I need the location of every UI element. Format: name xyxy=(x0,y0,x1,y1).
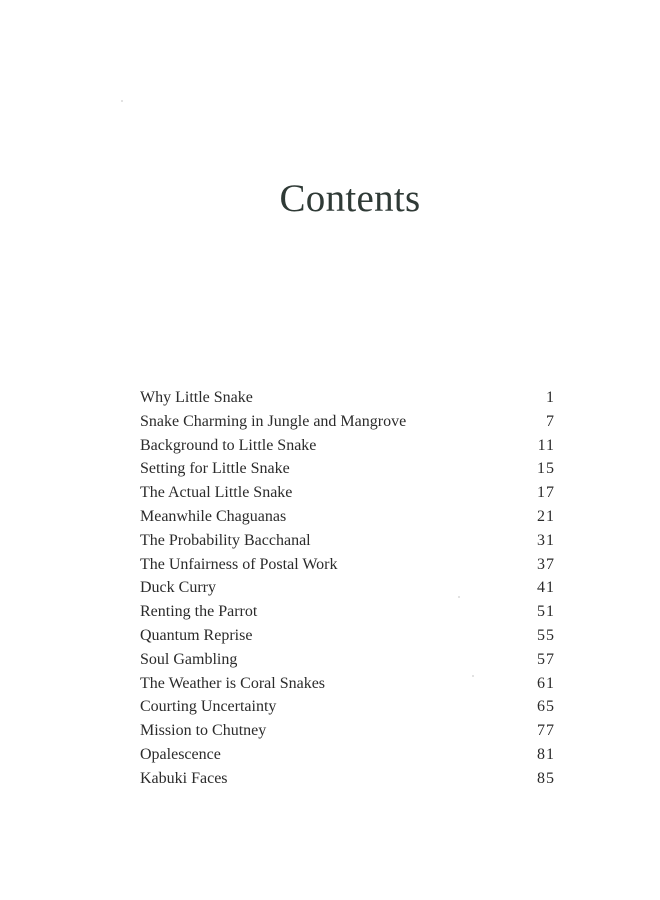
toc-entry-title: Mission to Chutney xyxy=(140,722,267,740)
toc-entry[interactable] xyxy=(140,672,555,696)
toc-entry-page: 57 xyxy=(537,650,555,668)
toc-entry-title: The Actual Little Snake xyxy=(140,484,293,502)
toc-entry-title: Courting Uncertainty xyxy=(140,698,277,716)
scan-speck xyxy=(121,100,123,102)
toc-entry-page: 1 xyxy=(546,389,555,406)
toc-entry-title: Soul Gambling xyxy=(140,650,238,668)
toc-entry-page: 77 xyxy=(537,722,555,740)
toc-entry-title: Opalescence xyxy=(140,745,221,763)
toc-entry-title: Why Little Snake xyxy=(140,389,253,406)
toc-entry-title: The Unfairness of Postal Work xyxy=(140,555,338,573)
toc-entry[interactable] xyxy=(140,410,555,434)
scan-speck xyxy=(472,675,474,677)
toc-entry[interactable] xyxy=(140,719,555,743)
toc-entry[interactable] xyxy=(140,553,555,577)
toc-entry[interactable] xyxy=(140,505,555,529)
toc-entry-page: 55 xyxy=(537,626,555,644)
toc-entry-title: Snake Charming in Jungle and Mangrove xyxy=(140,412,407,430)
toc-entry-page: 85 xyxy=(537,769,555,787)
toc-entry[interactable] xyxy=(140,648,555,672)
scan-speck xyxy=(458,596,460,598)
toc-entry-page: 65 xyxy=(537,698,555,716)
toc-entry[interactable] xyxy=(140,600,555,624)
toc-entry-page: 31 xyxy=(537,531,555,549)
toc-entry[interactable] xyxy=(140,529,555,553)
toc-entry-title: Meanwhile Chaguanas xyxy=(140,507,287,525)
toc-entry-page: 11 xyxy=(537,436,555,454)
toc-entry[interactable] xyxy=(140,481,555,505)
toc-entry[interactable] xyxy=(140,386,555,410)
toc-entry-title: The Probability Bacchanal xyxy=(140,531,311,549)
toc-entry-title: Duck Curry xyxy=(140,579,216,597)
toc-entry-page: 17 xyxy=(537,484,555,502)
toc-entry[interactable] xyxy=(140,576,555,600)
toc-entry-page: 51 xyxy=(537,603,555,621)
toc-entry-page: 61 xyxy=(537,674,555,692)
toc-entry-page: 81 xyxy=(537,745,555,763)
toc-entry-page: 41 xyxy=(537,579,555,597)
toc-entry[interactable] xyxy=(140,434,555,458)
toc-entry-title: Background to Little Snake xyxy=(140,436,317,454)
toc-entry-title: The Weather is Coral Snakes xyxy=(140,674,326,692)
toc-entry-page: 15 xyxy=(537,460,555,478)
toc-entry[interactable] xyxy=(140,767,555,791)
toc-entry[interactable] xyxy=(140,743,555,767)
toc-entry[interactable] xyxy=(140,695,555,719)
toc-entry-page: 7 xyxy=(546,412,555,430)
toc-entry-title: Quantum Reprise xyxy=(140,626,253,644)
toc-entry-title: Renting the Parrot xyxy=(140,603,258,621)
toc-entry-page: 21 xyxy=(537,507,555,525)
toc-entry-title: Setting for Little Snake xyxy=(140,460,290,478)
page-title: Contents xyxy=(279,177,421,220)
table-of-contents xyxy=(140,386,555,791)
toc-entry-title: Kabuki Faces xyxy=(140,769,228,787)
toc-entry[interactable] xyxy=(140,624,555,648)
toc-entry-page: 37 xyxy=(537,555,555,573)
toc-entry[interactable] xyxy=(140,457,555,481)
